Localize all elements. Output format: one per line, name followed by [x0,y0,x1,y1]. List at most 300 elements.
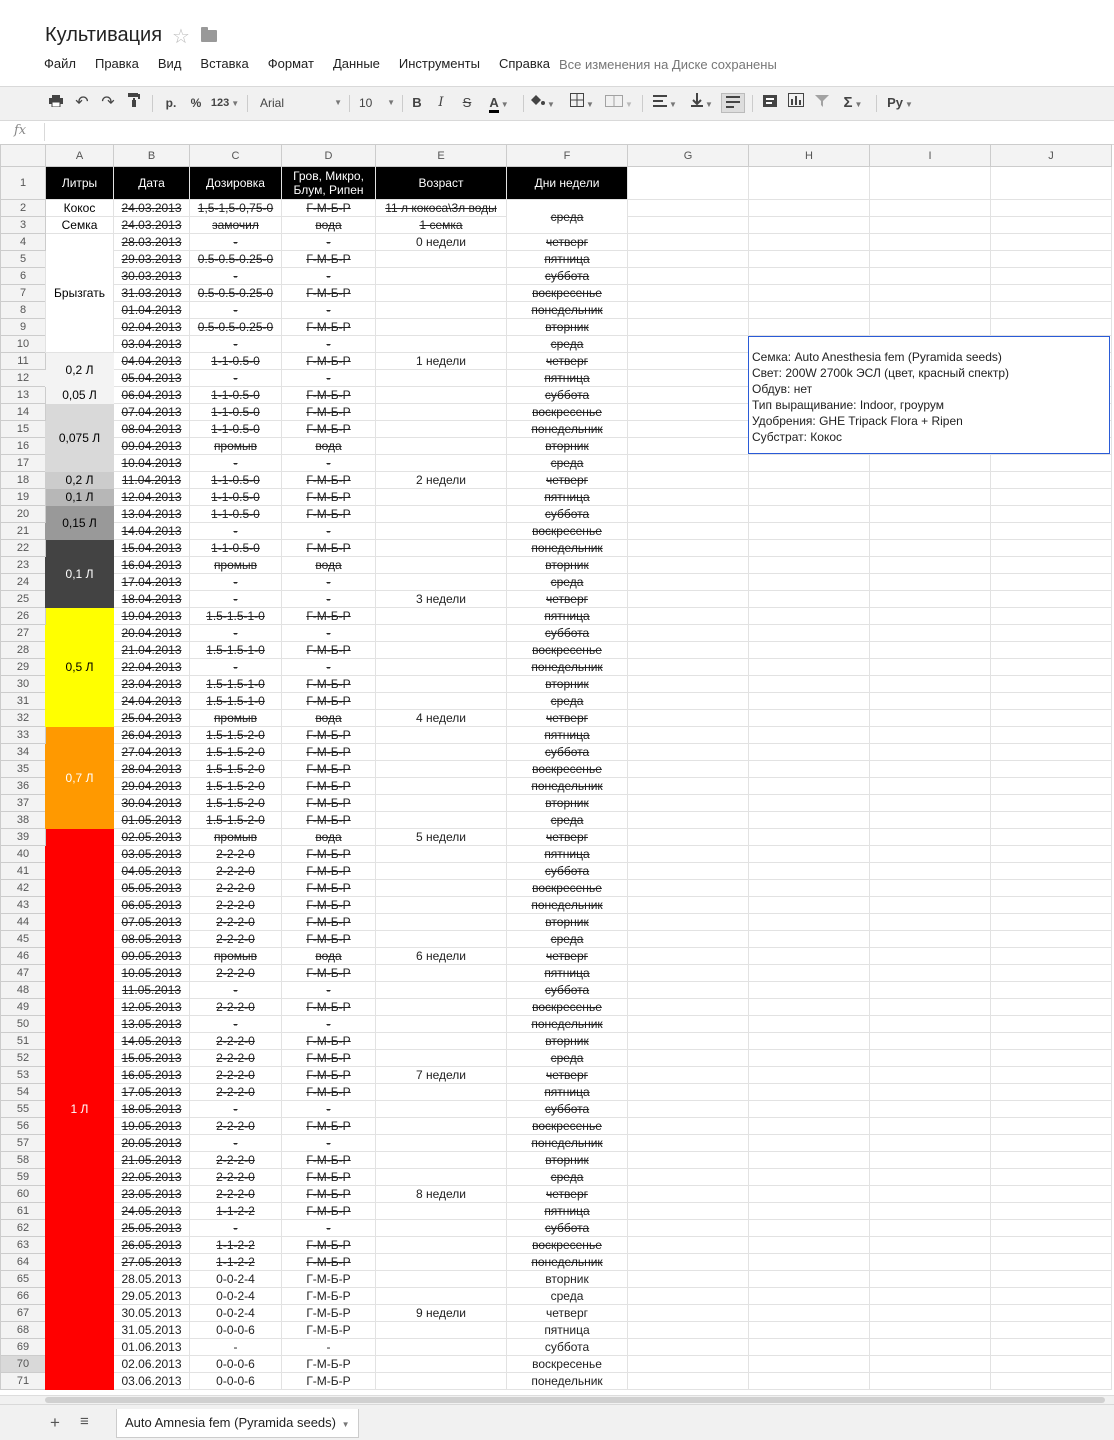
weekday-cell[interactable]: воскресенье [507,642,628,659]
date-cell[interactable]: 15.04.2013 [114,540,190,557]
cell[interactable] [870,472,991,489]
row-number[interactable]: 60 [1,1186,46,1203]
row-number[interactable]: 29 [1,659,46,676]
chart-icon[interactable] [786,93,806,113]
cell[interactable] [628,1033,749,1050]
weekday-cell[interactable]: среда [507,1050,628,1067]
row-number[interactable]: 57 [1,1135,46,1152]
row-number[interactable]: 28 [1,642,46,659]
weekday-cell[interactable]: четверг [507,234,628,251]
cell[interactable] [991,1186,1112,1203]
dosage-cell[interactable]: 2-2-2-0 [190,914,282,931]
row-number[interactable]: 36 [1,778,46,795]
header-dosage[interactable]: Дозировка [190,167,282,200]
cell[interactable] [991,1271,1112,1288]
cell[interactable] [628,234,749,251]
cell[interactable] [749,506,870,523]
cell[interactable] [628,846,749,863]
weekday-cell[interactable]: пятница [507,727,628,744]
dosage-cell[interactable]: промыв [190,438,282,455]
percent-format-button[interactable]: % [190,96,202,110]
cell[interactable] [991,1237,1112,1254]
column-header-e[interactable]: E [376,145,507,167]
dosage-cell[interactable]: 1.5-1.5-1-0 [190,676,282,693]
age-cell[interactable] [376,693,507,710]
cell[interactable] [628,217,749,234]
weekday-cell[interactable]: пятница [507,251,628,268]
cell[interactable] [870,574,991,591]
cell[interactable] [749,948,870,965]
cell[interactable] [870,761,991,778]
nutrients-cell[interactable]: вода [282,557,376,574]
liters-cell[interactable]: 0,15 Л [46,506,114,540]
age-cell[interactable]: 0 недели [376,234,507,251]
nutrients-cell[interactable]: - [282,1339,376,1356]
dosage-cell[interactable]: - [190,234,282,251]
date-cell[interactable]: 06.05.2013 [114,897,190,914]
nutrients-cell[interactable]: Г-М-Б-Р [282,931,376,948]
row-number[interactable]: 58 [1,1152,46,1169]
date-cell[interactable]: 03.06.2013 [114,1373,190,1390]
cell[interactable] [628,1203,749,1220]
dosage-cell[interactable]: - [190,370,282,387]
age-cell[interactable] [376,1152,507,1169]
row-number[interactable]: 4 [1,234,46,251]
cell[interactable] [870,1169,991,1186]
document-title[interactable]: Культивация [45,24,163,46]
cell[interactable] [870,455,991,472]
date-cell[interactable]: 31.03.2013 [114,285,190,302]
cell[interactable] [870,659,991,676]
cell[interactable] [749,1016,870,1033]
cell[interactable] [749,1339,870,1356]
row-number[interactable]: 65 [1,1271,46,1288]
nutrients-cell[interactable]: Г-М-Б-Р [282,676,376,693]
row-number[interactable]: 59 [1,1169,46,1186]
row-number[interactable]: 30 [1,676,46,693]
paint-format-icon[interactable] [124,93,144,113]
column-header-j[interactable]: J [991,145,1112,167]
date-cell[interactable]: 04.05.2013 [114,863,190,880]
weekday-cell[interactable]: понедельник [507,897,628,914]
cell[interactable] [628,200,749,217]
age-cell[interactable] [376,1373,507,1390]
cell[interactable] [870,1152,991,1169]
nutrients-cell[interactable]: Г-М-Б-Р [282,727,376,744]
redo-icon[interactable]: ↷ [101,94,115,111]
column-header-f[interactable]: F [507,145,628,167]
date-cell[interactable]: 17.05.2013 [114,1084,190,1101]
cell[interactable] [628,251,749,268]
age-cell[interactable] [376,744,507,761]
cell[interactable] [870,642,991,659]
nutrients-cell[interactable]: Г-М-Б-Р [282,1118,376,1135]
cell[interactable] [628,404,749,421]
date-cell[interactable]: 31.05.2013 [114,1322,190,1339]
weekday-cell[interactable]: воскресенье [507,999,628,1016]
menu-tools[interactable]: Инструменты [398,56,480,71]
liters-cell[interactable]: Семка [46,217,114,234]
cell[interactable] [991,931,1112,948]
cell[interactable] [628,336,749,353]
cell[interactable] [628,1186,749,1203]
dosage-cell[interactable]: 1.5-1.5-1-0 [190,693,282,710]
cell[interactable] [870,812,991,829]
date-cell[interactable]: 17.04.2013 [114,574,190,591]
cell[interactable] [870,863,991,880]
sheet-table[interactable] [0,144,1112,1390]
nutrients-cell[interactable]: Г-М-Б-Р [282,1169,376,1186]
age-cell[interactable] [376,489,507,506]
row-number[interactable]: 67 [1,1305,46,1322]
age-cell[interactable] [376,812,507,829]
strikethrough-button[interactable]: S [462,95,472,110]
weekday-cell[interactable]: понедельник [507,421,628,438]
cell[interactable] [991,1305,1112,1322]
date-cell[interactable]: 02.04.2013 [114,319,190,336]
dosage-cell[interactable]: - [190,1339,282,1356]
date-cell[interactable]: 16.04.2013 [114,557,190,574]
cell[interactable] [991,540,1112,557]
cell[interactable] [991,897,1112,914]
cell[interactable] [749,1203,870,1220]
dosage-cell[interactable]: замочил [190,217,282,234]
header-age[interactable]: Возраст [376,167,507,200]
cell[interactable] [991,829,1112,846]
column-header-i[interactable]: I [870,145,991,167]
row-number[interactable]: 61 [1,1203,46,1220]
dosage-cell[interactable]: 2-2-2-0 [190,897,282,914]
cell[interactable] [749,1271,870,1288]
nutrients-cell[interactable]: вода [282,217,376,234]
nutrients-cell[interactable]: Г-М-Б-Р [282,795,376,812]
cell[interactable] [870,1203,991,1220]
cell[interactable] [749,897,870,914]
liters-cell[interactable]: 0,2 Л [46,472,114,489]
dosage-cell[interactable]: 1-1-0.5-0 [190,489,282,506]
age-cell[interactable]: 1 недели [376,353,507,370]
dosage-cell[interactable]: 1-1-0.5-0 [190,472,282,489]
row-number[interactable]: 70 [1,1356,46,1373]
dosage-cell[interactable]: 1-1-0.5-0 [190,353,282,370]
nutrients-cell[interactable]: Г-М-Б-Р [282,1067,376,1084]
age-cell[interactable]: 6 недели [376,948,507,965]
liters-cell[interactable]: 0,5 Л [46,608,114,727]
cell[interactable] [749,455,870,472]
folder-icon[interactable] [201,30,217,42]
nutrients-cell[interactable]: Г-М-Б-Р [282,965,376,982]
select-all-corner[interactable] [1,145,46,167]
nutrients-cell[interactable]: Г-М-Б-Р [282,863,376,880]
nutrients-cell[interactable]: - [282,336,376,353]
cell[interactable] [991,1050,1112,1067]
date-cell[interactable]: 05.05.2013 [114,880,190,897]
dosage-cell[interactable]: 2-2-2-0 [190,999,282,1016]
cell[interactable] [991,914,1112,931]
age-cell[interactable] [376,404,507,421]
age-cell[interactable] [376,1050,507,1067]
input-tools-button[interactable] [883,93,917,113]
age-cell[interactable] [376,625,507,642]
nutrients-cell[interactable]: Г-М-Б-Р [282,506,376,523]
dosage-cell[interactable]: промыв [190,829,282,846]
cell[interactable] [749,285,870,302]
dosage-cell[interactable]: 2-2-2-0 [190,1186,282,1203]
cell[interactable] [991,642,1112,659]
cell[interactable] [749,999,870,1016]
nutrients-cell[interactable]: Г-М-Б-Р [282,200,376,217]
row-number[interactable]: 9 [1,319,46,336]
age-cell[interactable] [376,982,507,999]
row-number[interactable]: 56 [1,1118,46,1135]
cell[interactable] [870,1220,991,1237]
dosage-cell[interactable]: промыв [190,557,282,574]
cell[interactable] [870,931,991,948]
nutrients-cell[interactable]: Г-М-Б-Р [282,608,376,625]
dosage-cell[interactable]: 1.5-1.5-2-0 [190,795,282,812]
cell[interactable] [628,744,749,761]
age-cell[interactable]: 4 недели [376,710,507,727]
weekday-cell[interactable]: вторник [507,557,628,574]
cell[interactable] [870,1373,991,1390]
date-cell[interactable]: 01.06.2013 [114,1339,190,1356]
weekday-cell[interactable]: пятница [507,1203,628,1220]
date-cell[interactable]: 27.05.2013 [114,1254,190,1271]
cell[interactable] [991,472,1112,489]
cell[interactable] [628,1356,749,1373]
row-number[interactable]: 62 [1,1220,46,1237]
weekday-cell[interactable]: воскресенье [507,1118,628,1135]
nutrients-cell[interactable]: Г-М-Б-Р [282,693,376,710]
weekday-cell[interactable]: среда [507,1288,628,1305]
cell[interactable] [749,812,870,829]
cell[interactable] [749,676,870,693]
dosage-cell[interactable]: - [190,574,282,591]
dosage-cell[interactable]: 2-2-2-0 [190,931,282,948]
cell[interactable] [991,948,1112,965]
cell[interactable] [870,744,991,761]
date-cell[interactable]: 24.03.2013 [114,217,190,234]
weekday-cell[interactable]: вторник [507,1152,628,1169]
age-cell[interactable] [376,251,507,268]
menu-insert[interactable]: Вставка [200,56,249,71]
cell[interactable] [628,1288,749,1305]
sheet-tab[interactable] [116,1409,359,1438]
row-number[interactable]: 10 [1,336,46,353]
date-cell[interactable]: 28.05.2013 [114,1271,190,1288]
dosage-cell[interactable]: 0.5-0.5-0.25-0 [190,285,282,302]
weekday-cell[interactable]: среда [507,455,628,472]
nutrients-cell[interactable]: Г-М-Б-Р [282,999,376,1016]
cell[interactable] [991,251,1112,268]
cell[interactable] [870,285,991,302]
weekday-cell[interactable]: среда [507,336,628,353]
cell[interactable] [628,1050,749,1067]
cell[interactable] [870,608,991,625]
nutrients-cell[interactable]: Г-М-Б-Р [282,285,376,302]
cell[interactable] [628,880,749,897]
cell[interactable] [991,302,1112,319]
age-cell[interactable] [376,1237,507,1254]
cell[interactable] [991,625,1112,642]
menu-help[interactable]: Справка [498,56,550,71]
date-cell[interactable]: 15.05.2013 [114,1050,190,1067]
liters-cell[interactable]: 0,075 Л [46,404,114,472]
cell[interactable] [870,846,991,863]
wrap-icon[interactable] [721,93,745,113]
cell[interactable] [628,608,749,625]
cell[interactable] [870,1356,991,1373]
date-cell[interactable]: 22.04.2013 [114,659,190,676]
age-cell[interactable] [376,1118,507,1135]
cell[interactable] [749,1169,870,1186]
cell[interactable] [628,761,749,778]
nutrients-cell[interactable]: Г-М-Б-Р [282,1033,376,1050]
cell[interactable] [870,200,991,217]
cell[interactable] [628,1339,749,1356]
date-cell[interactable]: 03.04.2013 [114,336,190,353]
age-cell[interactable]: 3 недели [376,591,507,608]
date-cell[interactable]: 21.05.2013 [114,1152,190,1169]
cell[interactable] [870,982,991,999]
cell[interactable] [628,999,749,1016]
cell[interactable] [991,812,1112,829]
weekday-cell[interactable]: среда [507,1169,628,1186]
cell[interactable] [628,1322,749,1339]
spreadsheet-grid[interactable] [0,144,1114,1394]
dosage-cell[interactable]: 0-0-2-4 [190,1305,282,1322]
dosage-cell[interactable]: промыв [190,710,282,727]
cell[interactable] [991,1339,1112,1356]
cell[interactable] [749,863,870,880]
cell[interactable] [870,302,991,319]
age-cell[interactable] [376,642,507,659]
dosage-cell[interactable]: 0-0-0-6 [190,1373,282,1390]
cell[interactable] [870,676,991,693]
cell[interactable] [628,557,749,574]
row-number[interactable]: 26 [1,608,46,625]
cell[interactable] [991,880,1112,897]
cell[interactable] [749,642,870,659]
age-cell[interactable] [376,387,507,404]
column-header-h[interactable]: H [749,145,870,167]
dosage-cell[interactable]: 2-2-2-0 [190,1033,282,1050]
date-cell[interactable]: 10.04.2013 [114,455,190,472]
date-cell[interactable]: 20.04.2013 [114,625,190,642]
age-cell[interactable]: 5 недели [376,829,507,846]
cell[interactable] [749,710,870,727]
age-cell[interactable] [376,302,507,319]
cell[interactable] [628,591,749,608]
age-cell[interactable] [376,540,507,557]
cell[interactable] [870,829,991,846]
weekday-cell[interactable]: суббота [507,982,628,999]
cell[interactable] [870,167,991,200]
cell[interactable] [991,1220,1112,1237]
liters-cell[interactable]: Брызгать [46,234,114,353]
weekday-cell[interactable]: понедельник [507,1016,628,1033]
cell[interactable] [628,302,749,319]
cell[interactable] [991,727,1112,744]
row-number[interactable]: 68 [1,1322,46,1339]
cell[interactable] [628,931,749,948]
age-cell[interactable] [376,421,507,438]
row-number[interactable]: 8 [1,302,46,319]
cell[interactable] [628,1084,749,1101]
weekday-cell[interactable]: воскресенье [507,1356,628,1373]
dosage-cell[interactable]: 1-1-0.5-0 [190,506,282,523]
star-icon[interactable]: ☆ [172,26,190,48]
weekday-cell[interactable]: суббота [507,863,628,880]
cell[interactable] [628,1067,749,1084]
cell[interactable] [749,625,870,642]
date-cell[interactable]: 08.05.2013 [114,931,190,948]
row-number[interactable]: 71 [1,1373,46,1390]
functions-icon[interactable]: Σ ▼ [843,94,863,111]
cell[interactable] [870,557,991,574]
cell[interactable] [870,591,991,608]
sheet-list-icon[interactable]: ≡ [80,1413,89,1430]
cell[interactable] [870,1305,991,1322]
nutrients-cell[interactable]: Г-М-Б-Р [282,1050,376,1067]
age-cell[interactable] [376,999,507,1016]
nutrients-cell[interactable]: Г-М-Б-Р [282,1237,376,1254]
cell[interactable] [870,1322,991,1339]
age-cell[interactable] [376,1033,507,1050]
cell[interactable] [749,914,870,931]
cell[interactable] [991,167,1112,200]
cell[interactable] [991,268,1112,285]
nutrients-cell[interactable]: Г-М-Б-Р [282,489,376,506]
age-cell[interactable] [376,557,507,574]
cell[interactable] [991,659,1112,676]
nutrients-cell[interactable]: - [282,1016,376,1033]
date-cell[interactable]: 14.04.2013 [114,523,190,540]
row-number[interactable]: 3 [1,217,46,234]
cell[interactable] [628,438,749,455]
weekday-cell[interactable]: понедельник [507,1254,628,1271]
dosage-cell[interactable]: 1-1-0.5-0 [190,404,282,421]
row-number[interactable]: 22 [1,540,46,557]
age-cell[interactable] [376,1339,507,1356]
cell[interactable] [991,999,1112,1016]
dosage-cell[interactable]: промыв [190,948,282,965]
nutrients-cell[interactable]: Г-М-Б-Р [282,319,376,336]
date-cell[interactable]: 09.05.2013 [114,948,190,965]
age-cell[interactable] [376,438,507,455]
cell[interactable] [991,1203,1112,1220]
dosage-cell[interactable]: 2-2-2-0 [190,1169,282,1186]
cell[interactable] [749,727,870,744]
cell[interactable] [749,1067,870,1084]
dosage-cell[interactable]: 2-2-2-0 [190,1084,282,1101]
nutrients-cell[interactable]: Г-М-Б-Р [282,778,376,795]
cell[interactable] [870,234,991,251]
cell[interactable] [628,506,749,523]
cell[interactable] [628,1254,749,1271]
nutrients-cell[interactable]: Г-М-Б-Р [282,540,376,557]
cell[interactable] [991,693,1112,710]
cell[interactable] [749,302,870,319]
cell[interactable] [991,1084,1112,1101]
date-cell[interactable]: 27.04.2013 [114,744,190,761]
dosage-cell[interactable]: 2-2-2-0 [190,846,282,863]
nutrients-cell[interactable]: Г-М-Б-Р [282,353,376,370]
cell[interactable] [628,387,749,404]
weekday-cell[interactable]: четверг [507,1067,628,1084]
cell[interactable] [749,523,870,540]
weekday-cell[interactable]: суббота [507,1339,628,1356]
